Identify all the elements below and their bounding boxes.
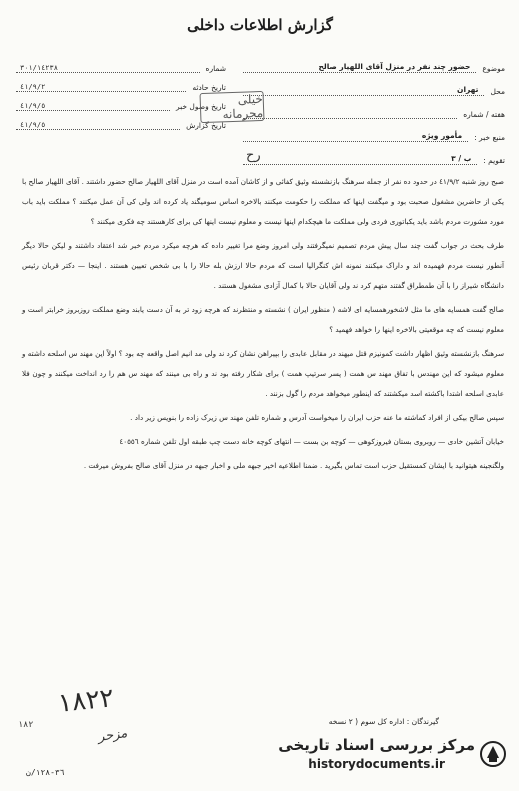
field-label: شماره [205,64,226,73]
reference-number: ١٨٢ [18,720,34,730]
field-week [243,96,505,119]
field-value: ٤١/٩/٢ [16,83,186,92]
field-label: تاریخ گزارش [186,121,226,130]
field-label: محل [490,87,505,96]
field-label: تقویم : [483,156,505,165]
document-title: گزارش اطلاعات داخلی [187,16,333,34]
field-value: ٤١/٩/٥ [16,121,180,130]
field-label: موضوع [482,64,505,73]
field-location [243,73,505,96]
paragraph: ولگنجینه هیتوانید با ایشان کمستقیل حزب است تماس بگیرید . ضمنا اطلاعیه اخیر جبهه ملی و اخبار جبهه در منزل آقای صالح بفروش میرفت . [83,461,504,470]
archive-document-number: ٣٦-١٢٨/ن [26,768,65,777]
field-value: مأمور ویژه [243,131,468,142]
recipients-line: گیرندگان : اداره کل سوم ( ٢ نسخه [328,717,439,726]
field-value: حضور چند نفر در منزل آقای اللهیار صالح [243,62,476,73]
field-label: تاریخ وصول خبر [175,102,226,111]
field-label: هفته / شماره [463,110,505,119]
classification-stamp: خیلی محرمانه [199,91,264,123]
field-label: تاریخ حادثه [192,83,226,92]
archive-logo-icon [479,740,507,768]
field-evaluation [243,142,505,165]
handwritten-number: ١٨٢٢ [56,683,116,719]
field-event-date [16,73,226,92]
field-value: ب / ٣ [243,154,477,165]
watermark-title: مرکز بررسی اسناد تاریخی [278,736,475,754]
paragraph: سپس صالح بیکی از افراد کماشته ما عنه حزب ایران را میخواست آدرس و شماره تلفن مهند س زیرک زاده را بنویس زیر داد . [130,413,504,422]
header-fields-left [16,54,226,130]
report-body [22,172,504,476]
header-fields-right [243,50,505,165]
field-number [16,54,226,73]
field-report-date [16,111,226,130]
field-source [243,119,505,142]
paragraph: سرهنگ بازنشسته وثیق اظهار داشت کمونیزم قتل میهند در مقابل عابدی را بپیراهن نشان کرد ند ولی مد انیم اصل واقعه چه بود ؟ اولاً این مهند س اسلحه داشته و معلوم میشود که این مهندس با تفاق مهند س همت ( پسر سرتیپ همت ) برای شکار رفته بود ند و راه بی مینند که مهند س هم را رد انداخت میکنند و چون فلا عابدی اسلحه اشتدا باکشته اسد میکشتند که اینطور میخواهد مردم را گول بزنند . [22,349,504,398]
paragraph: طرف بحث در جواب گفت چند سال پیش مردم تصمیم نمیگرفتند ولی امروز وضع مرا تغییر داده که هرچه میکرد مردم خبر شد اعتقاد داشتند و لیکن حالا دیگر آنطور نیست مردم فهمیده اند و داراک میکنند نمونه اش کنگرالیا است که مردم حالا ارزش بله حالا را با بی شخص تعیین هستند . اینجا — دکتر قربان رئیس دانشگاه شیراز را با آن طمطراق گفتند متهم کرد ند ولی آقایان حالا با کمال آزادی مشغول هستند . [22,241,504,290]
field-label: منبع خبر : [474,133,505,142]
field-received-date [16,92,226,111]
margin-annotation: رح [246,148,261,163]
paragraph: صالح گفت همسایه های ما مثل لاشخورهمسایه ای لاشه ( منظور ایران ) نشسته و منتظرند که هرچه زود تر به آن دست یابند وضع مملکت روزبروز خرابتر است و معلوم نیست که چه موقعیتی بالاخره اینها را خواهد فهمید ؟ [22,305,504,334]
field-value: ٤١/٩/٥ [16,102,170,111]
paragraph: صبح روز شنبه ٤١/٩/٢ در حدود ده نفر از جمله سرهنگ بازنشسته وثیق کفائی و از کاشان آمده است در منزل آقای اللهیار صالح حضور داشتند . آقای اللهیار صالح با یکی از حاضرین مشغول صحبت بود و میگفت اینها که مملکت را حکومت میکنند بالاخره اساس سومیگند یاد کرده اند ولی کی آن عمل میکنند ؟ مملکت باید باب مورد مشورت مردم باشد باید یکباتوری فردی ولی مملکت ما هیچکدام اینها نیست و معلوم نیست اینها کی برای کارهستند چه فکری میکنند ؟ [22,177,504,226]
watermark-url: historydocuments.ir [308,757,445,771]
field-value: تهران [243,85,484,96]
paragraph: خیابان آتشین خادی — روبروی بستان فیروزکوهی — کوچه بن بست — انتهای کوچه خانه دست چپ طبقه اول تلفن شماره ٤٠٥٥٦ [119,437,504,446]
archive-watermark [278,736,475,771]
field-subject [243,50,505,73]
handwritten-signature: مزحر [97,726,129,745]
field-value: ٣٠١/١٤٢٣٨ [16,64,200,73]
